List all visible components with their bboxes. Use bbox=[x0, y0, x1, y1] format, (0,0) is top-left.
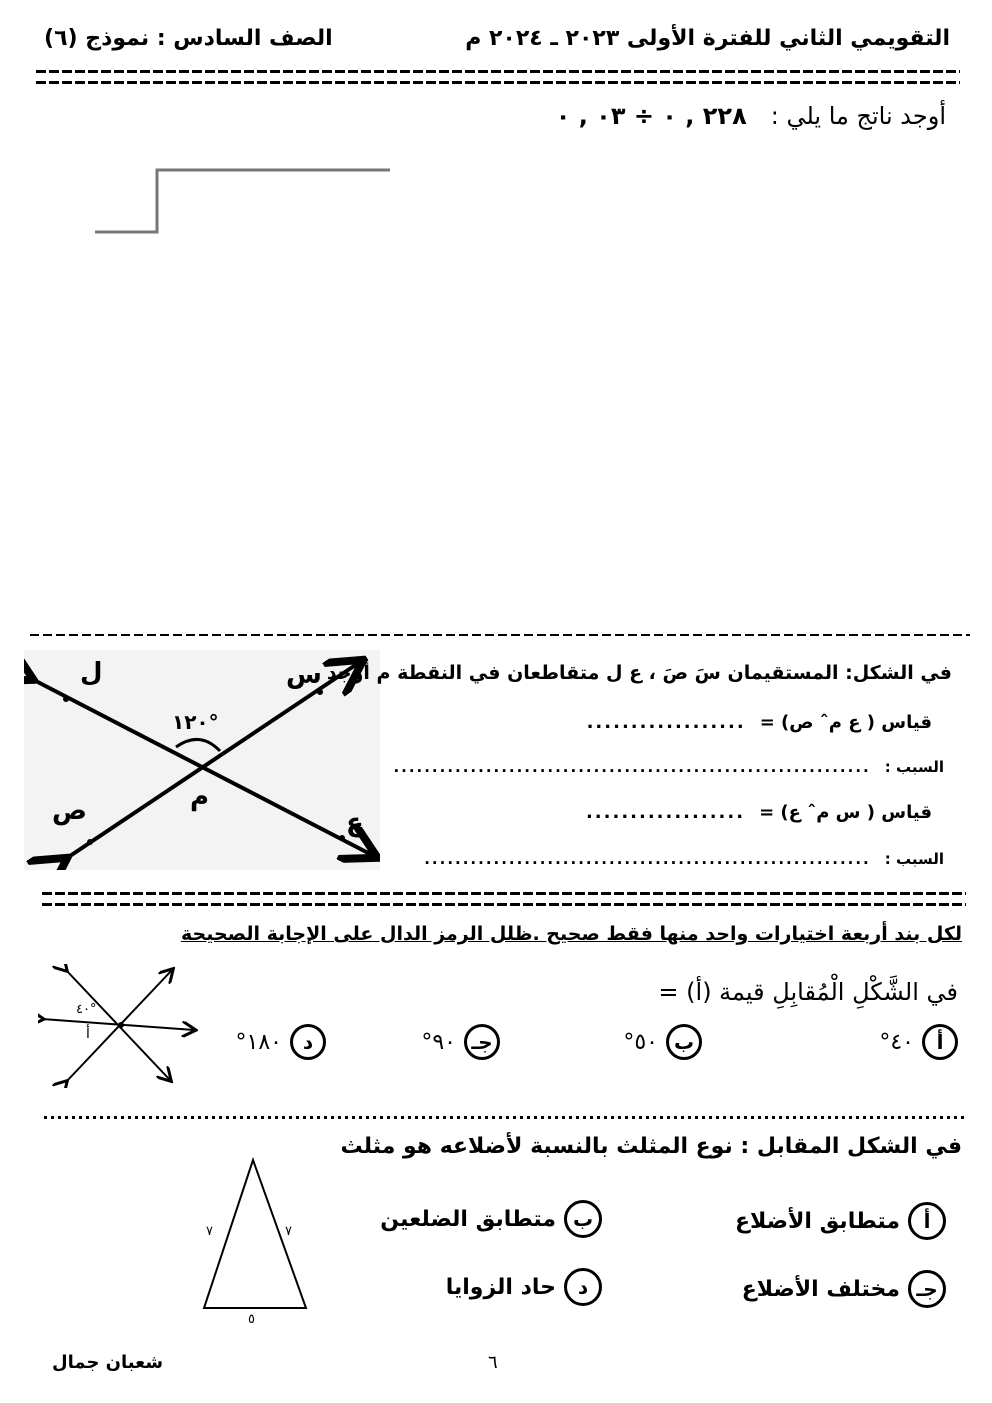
option-letter[interactable]: أ bbox=[908, 1202, 946, 1240]
exam-title: التقويمي الثاني للفترة الأولى ٢٠٢٣ ـ ٢٠٢٤ م bbox=[465, 26, 950, 51]
q3-option-a[interactable] bbox=[879, 1024, 958, 1060]
triangle-right-side-label: ٧ bbox=[285, 1224, 292, 1239]
q2-reason2 bbox=[424, 850, 944, 868]
q2-line1 bbox=[587, 712, 932, 733]
option-letter[interactable]: د bbox=[290, 1024, 326, 1060]
option-letter[interactable]: ب bbox=[666, 1024, 702, 1060]
option-value: ٤٠° bbox=[879, 1029, 914, 1055]
point-m-label: م bbox=[190, 782, 210, 812]
triangle-base-label: ٥ bbox=[248, 1312, 255, 1327]
option-value: ٩٠° bbox=[421, 1029, 456, 1055]
triangle-left-side-label: ٧ bbox=[206, 1224, 213, 1239]
q2-line2-blank[interactable]: .................. bbox=[585, 802, 746, 823]
q2-reason1-blank[interactable]: .............................................................. bbox=[393, 758, 871, 776]
q2-line2 bbox=[586, 802, 932, 823]
option-value: حاد الزوايا bbox=[445, 1274, 556, 1300]
division-bracket bbox=[90, 165, 400, 240]
grade-model-label: الصف السادس : نموذج (٦) bbox=[44, 26, 333, 51]
option-letter[interactable]: ب bbox=[564, 1200, 602, 1238]
option-letter[interactable]: د bbox=[564, 1268, 602, 1306]
option-letter[interactable]: جـ bbox=[464, 1024, 500, 1060]
q2-line1-label: قياس ( ع مˆ ص) = bbox=[759, 712, 932, 733]
q2-reason1 bbox=[393, 758, 944, 776]
q2-line1-blank[interactable]: .................. bbox=[586, 712, 746, 733]
option-letter[interactable]: جـ bbox=[908, 1270, 946, 1308]
option-letter[interactable]: أ bbox=[922, 1024, 958, 1060]
option-value: ٥٠° bbox=[623, 1029, 658, 1055]
divider bbox=[42, 892, 966, 906]
q1-expression: ٢٢٨ , ٠ ÷ ٠٣ , ٠ bbox=[555, 102, 747, 130]
q4-option-d[interactable] bbox=[446, 1268, 602, 1306]
point-s-top-label: س bbox=[286, 660, 322, 690]
divider bbox=[44, 1116, 966, 1119]
q2-reason1-label: السبب : bbox=[884, 758, 944, 776]
q2-reason2-label: السبب : bbox=[884, 850, 944, 868]
q2-intro: في الشكل: المستقيمان سَ صَ ، ع ل متقاطعان في النقطة م أوجد bbox=[326, 662, 952, 684]
q4-option-c[interactable] bbox=[742, 1270, 946, 1308]
option-value: ١٨٠° bbox=[235, 1029, 282, 1055]
divider bbox=[36, 70, 960, 84]
figure-a-label: أ bbox=[86, 1026, 90, 1042]
point-s-bottom-label: ص bbox=[52, 796, 87, 826]
q1-prompt-row bbox=[556, 102, 946, 130]
isosceles-triangle-figure bbox=[198, 1156, 310, 1314]
figure-angle-label: ٤٠° bbox=[76, 1002, 97, 1017]
q4-option-b[interactable] bbox=[380, 1200, 602, 1238]
option-value: مختلف الأضلاع bbox=[741, 1276, 900, 1302]
angle-label: ١٢٠° bbox=[172, 710, 219, 734]
q2-line2-label: قياس ( س مˆ ع) = bbox=[759, 802, 932, 823]
q4-question: في الشكل المقابل : نوع المثلث بالنسبة لأضلاعه هو مثلث bbox=[340, 1134, 962, 1159]
angle-lines-figure bbox=[38, 964, 198, 1088]
mcq-instruction: لكل بند أربعة اختيارات واحد منها فقط صحيح .ظلل الرمز الدال على الإجابة الصحيحة bbox=[180, 923, 962, 945]
q4-option-a[interactable] bbox=[735, 1202, 946, 1240]
q3-option-d[interactable] bbox=[236, 1024, 326, 1060]
point-e-label: ع bbox=[346, 808, 364, 838]
q2-reason2-blank[interactable]: .......................................................... bbox=[424, 850, 871, 868]
q3-option-c[interactable] bbox=[421, 1024, 500, 1060]
q3-question: في الشَّكْلِ الْمُقابِلِ قيمة (أ) = bbox=[658, 978, 958, 1006]
author-name: شعبان جمال bbox=[52, 1352, 164, 1373]
divider bbox=[30, 634, 970, 636]
q3-option-b[interactable] bbox=[623, 1024, 702, 1060]
page-number: ٦ bbox=[488, 1352, 498, 1373]
q1-prompt: أوجد ناتج ما يلي : bbox=[770, 102, 946, 130]
point-l-label: ل bbox=[80, 658, 103, 688]
option-value: متطابق الأضلاع bbox=[735, 1208, 900, 1234]
option-value: متطابق الضلعين bbox=[380, 1206, 556, 1232]
